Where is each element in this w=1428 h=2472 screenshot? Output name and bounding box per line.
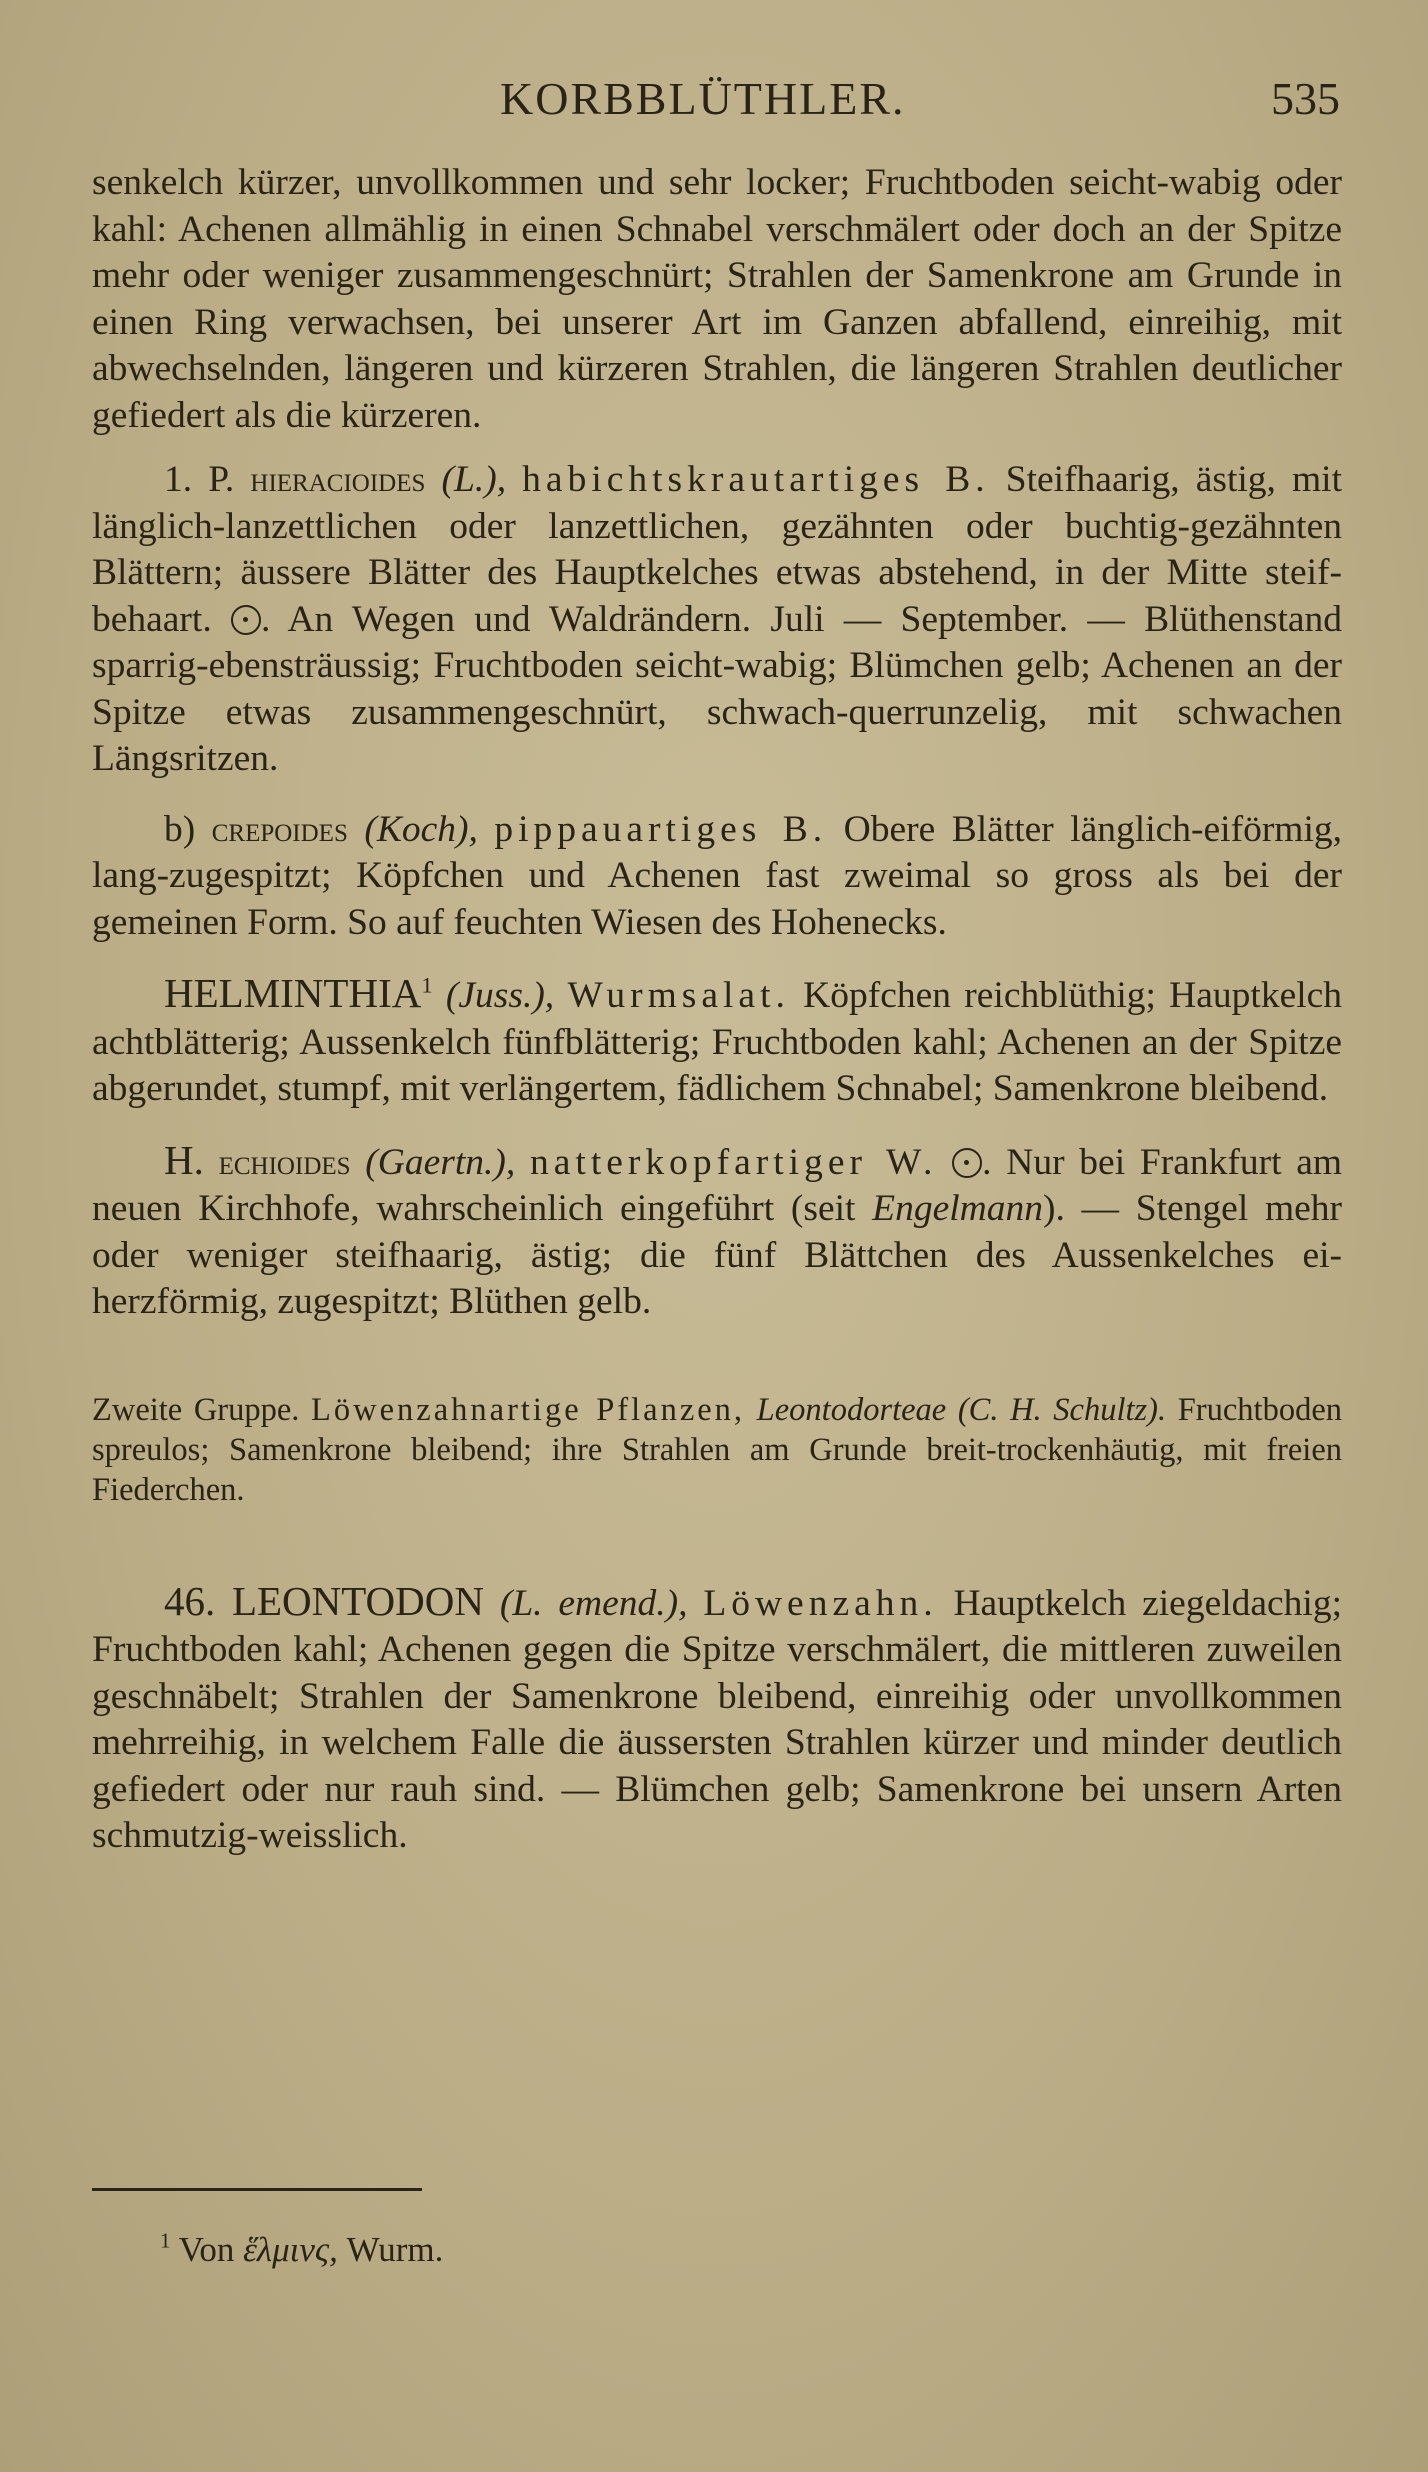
species-common-name: natterkopfartiger W. — [530, 1141, 938, 1183]
footnote-number: 1 — [160, 2228, 171, 2253]
genus-common-name: Löwenzahn. — [703, 1582, 938, 1624]
genus-description: Hauptkelch ziegeldachig; Fruchtboden kahl; Achenen gegen die Spitze verschmälert, die mittleren zuweilen geschnäbelt; Strahlen der Samenkrone bleibend, einreihig oder unvollkommen mehrreihig, in welchem Falle die äussersten Strahlen kürzer und minder deutlich gefiedert oder nur rauh sind. — Blümchen gelb; Samenkrone bei unsern Arten schmutzig-weisslich. — [92, 1582, 1343, 1856]
species-authority: (Gaertn.), — [365, 1141, 516, 1183]
page-header — [0, 72, 1428, 132]
species-locality: . Nur bei Frankfurt am neuen Kirchhofe, wahrscheinlich eingeführt (seit — [92, 1141, 1343, 1229]
footnote — [160, 2230, 443, 2270]
genus-common-name: Wurmsalat. — [567, 975, 790, 1016]
genus-name: HELMINTHIA — [164, 970, 422, 1016]
variety-label: b) — [164, 808, 196, 850]
footnote-meaning: Wurm. — [346, 2230, 444, 2269]
group-authority: (C. H. Schultz). — [957, 1391, 1167, 1428]
species-description: Steifhaarig, ästig, mit länglich-lanzettlichen oder lanzettlichen, gezähnten oder buchtig-gezähnten Blättern; äussere Blätter des Hauptkelches etwas abstehend, in der Mitte steif-behaart. — [92, 459, 1343, 640]
page-number: 535 — [1271, 73, 1340, 124]
species-name: echioides — [218, 1142, 351, 1182]
species-authority: (L.), — [441, 459, 507, 500]
genus-helminthia-paragraph — [92, 970, 1342, 1113]
group-label: Zweite Gruppe. — [92, 1391, 300, 1428]
species-name: hieracioides — [250, 460, 426, 499]
species-common-name: habichtskrautartiges B. — [522, 459, 990, 500]
species-number: 1. P. — [164, 459, 235, 500]
species-number: H. — [164, 1136, 204, 1183]
variety-common-name: pippauartiges B. — [494, 808, 828, 850]
running-title: KORBBLÜTHLER. — [500, 73, 906, 124]
variety-crepoides-paragraph — [92, 807, 1342, 947]
annual-symbol-icon — [952, 1148, 982, 1178]
footnote-greek: ἕλμινς, — [243, 2230, 338, 2269]
species-habitat: . An Wegen und Waldrändern. Juli — September. — Blüthenstand sparrig-ebensträussig; Fruchtboden seicht-wabig; Blümchen gelb; Achenen an der Spitze etwas zusammengeschnürt, schwach-querrunzelig, mit schwachen Längsritzen. — [92, 598, 1343, 779]
group-heading — [92, 1390, 1342, 1510]
variety-authority: (Koch), — [364, 808, 478, 850]
species-hieracioides-paragraph — [92, 457, 1342, 783]
species-echioides-paragraph — [92, 1137, 1342, 1326]
annual-symbol-icon — [231, 605, 261, 635]
variety-description: Obere Blätter länglich-eiförmig, lang-zugespitzt; Köpfchen und Achenen fast zweimal so gross als bei der gemeinen Form. So auf feuchten Wiesen des Hohenecks. — [92, 808, 1343, 943]
species-description: ). — Stengel mehr oder weniger steifhaarig, ästig; die fünf Blättchen des Aussenkelches ei-herzförmig, zugespitzt; Blüthen gelb. — [92, 1188, 1342, 1322]
footnote-ref: 1 — [421, 972, 433, 998]
genus-description: Köpfchen reichblüthig; Hauptkelch achtblätterig; Aussenkelch fünfblätterig; Fruchtboden kahl; Achenen an der Spitze abgerundet, stumpf, mit verlängertem, fädlichem Schnabel; Samenkrone bleibend. — [92, 975, 1343, 1109]
engelmann-name: Engelmann — [872, 1188, 1043, 1229]
body-text — [92, 160, 1342, 1860]
genus-name: 46. LEONTODON — [164, 1577, 484, 1624]
footnote-divider — [92, 2188, 422, 2191]
group-latin: Leontodorteae — [756, 1391, 947, 1428]
genus-authority: (L. emend.), — [499, 1582, 688, 1624]
variety-name: crepoides — [211, 809, 348, 849]
intro-paragraph — [92, 160, 1342, 439]
intro-text: senkelch kürzer, unvollkommen und sehr locker; Fruchtboden seicht-wabig oder kahl: Achenen allmählig in einen Schnabel verschmälert oder doch an der Spitze mehr oder weniger zusammengeschnürt; Strahlen der Samenkrone am Grunde in einen Ring verwachsen, bei unserer Art im Ganzen abfallend, einreihig, mit abwechselnden, längeren und kürzeren Strahlen, die längeren Strahlen deutlicher gefiedert als die kürzeren. — [92, 162, 1342, 436]
genus-authority: (Juss.), — [445, 975, 555, 1016]
group-name: Löwenzahnartige Pflanzen, — [311, 1391, 746, 1428]
genus-leontodon-paragraph — [92, 1578, 1342, 1860]
footnote-text: Von — [178, 2230, 235, 2269]
group-description: Fruchtboden spreulos; Samenkrone bleibend; ihre Strahlen am Grunde breit-trockenhäutig, mit freien Fiederchen. — [92, 1391, 1342, 1508]
